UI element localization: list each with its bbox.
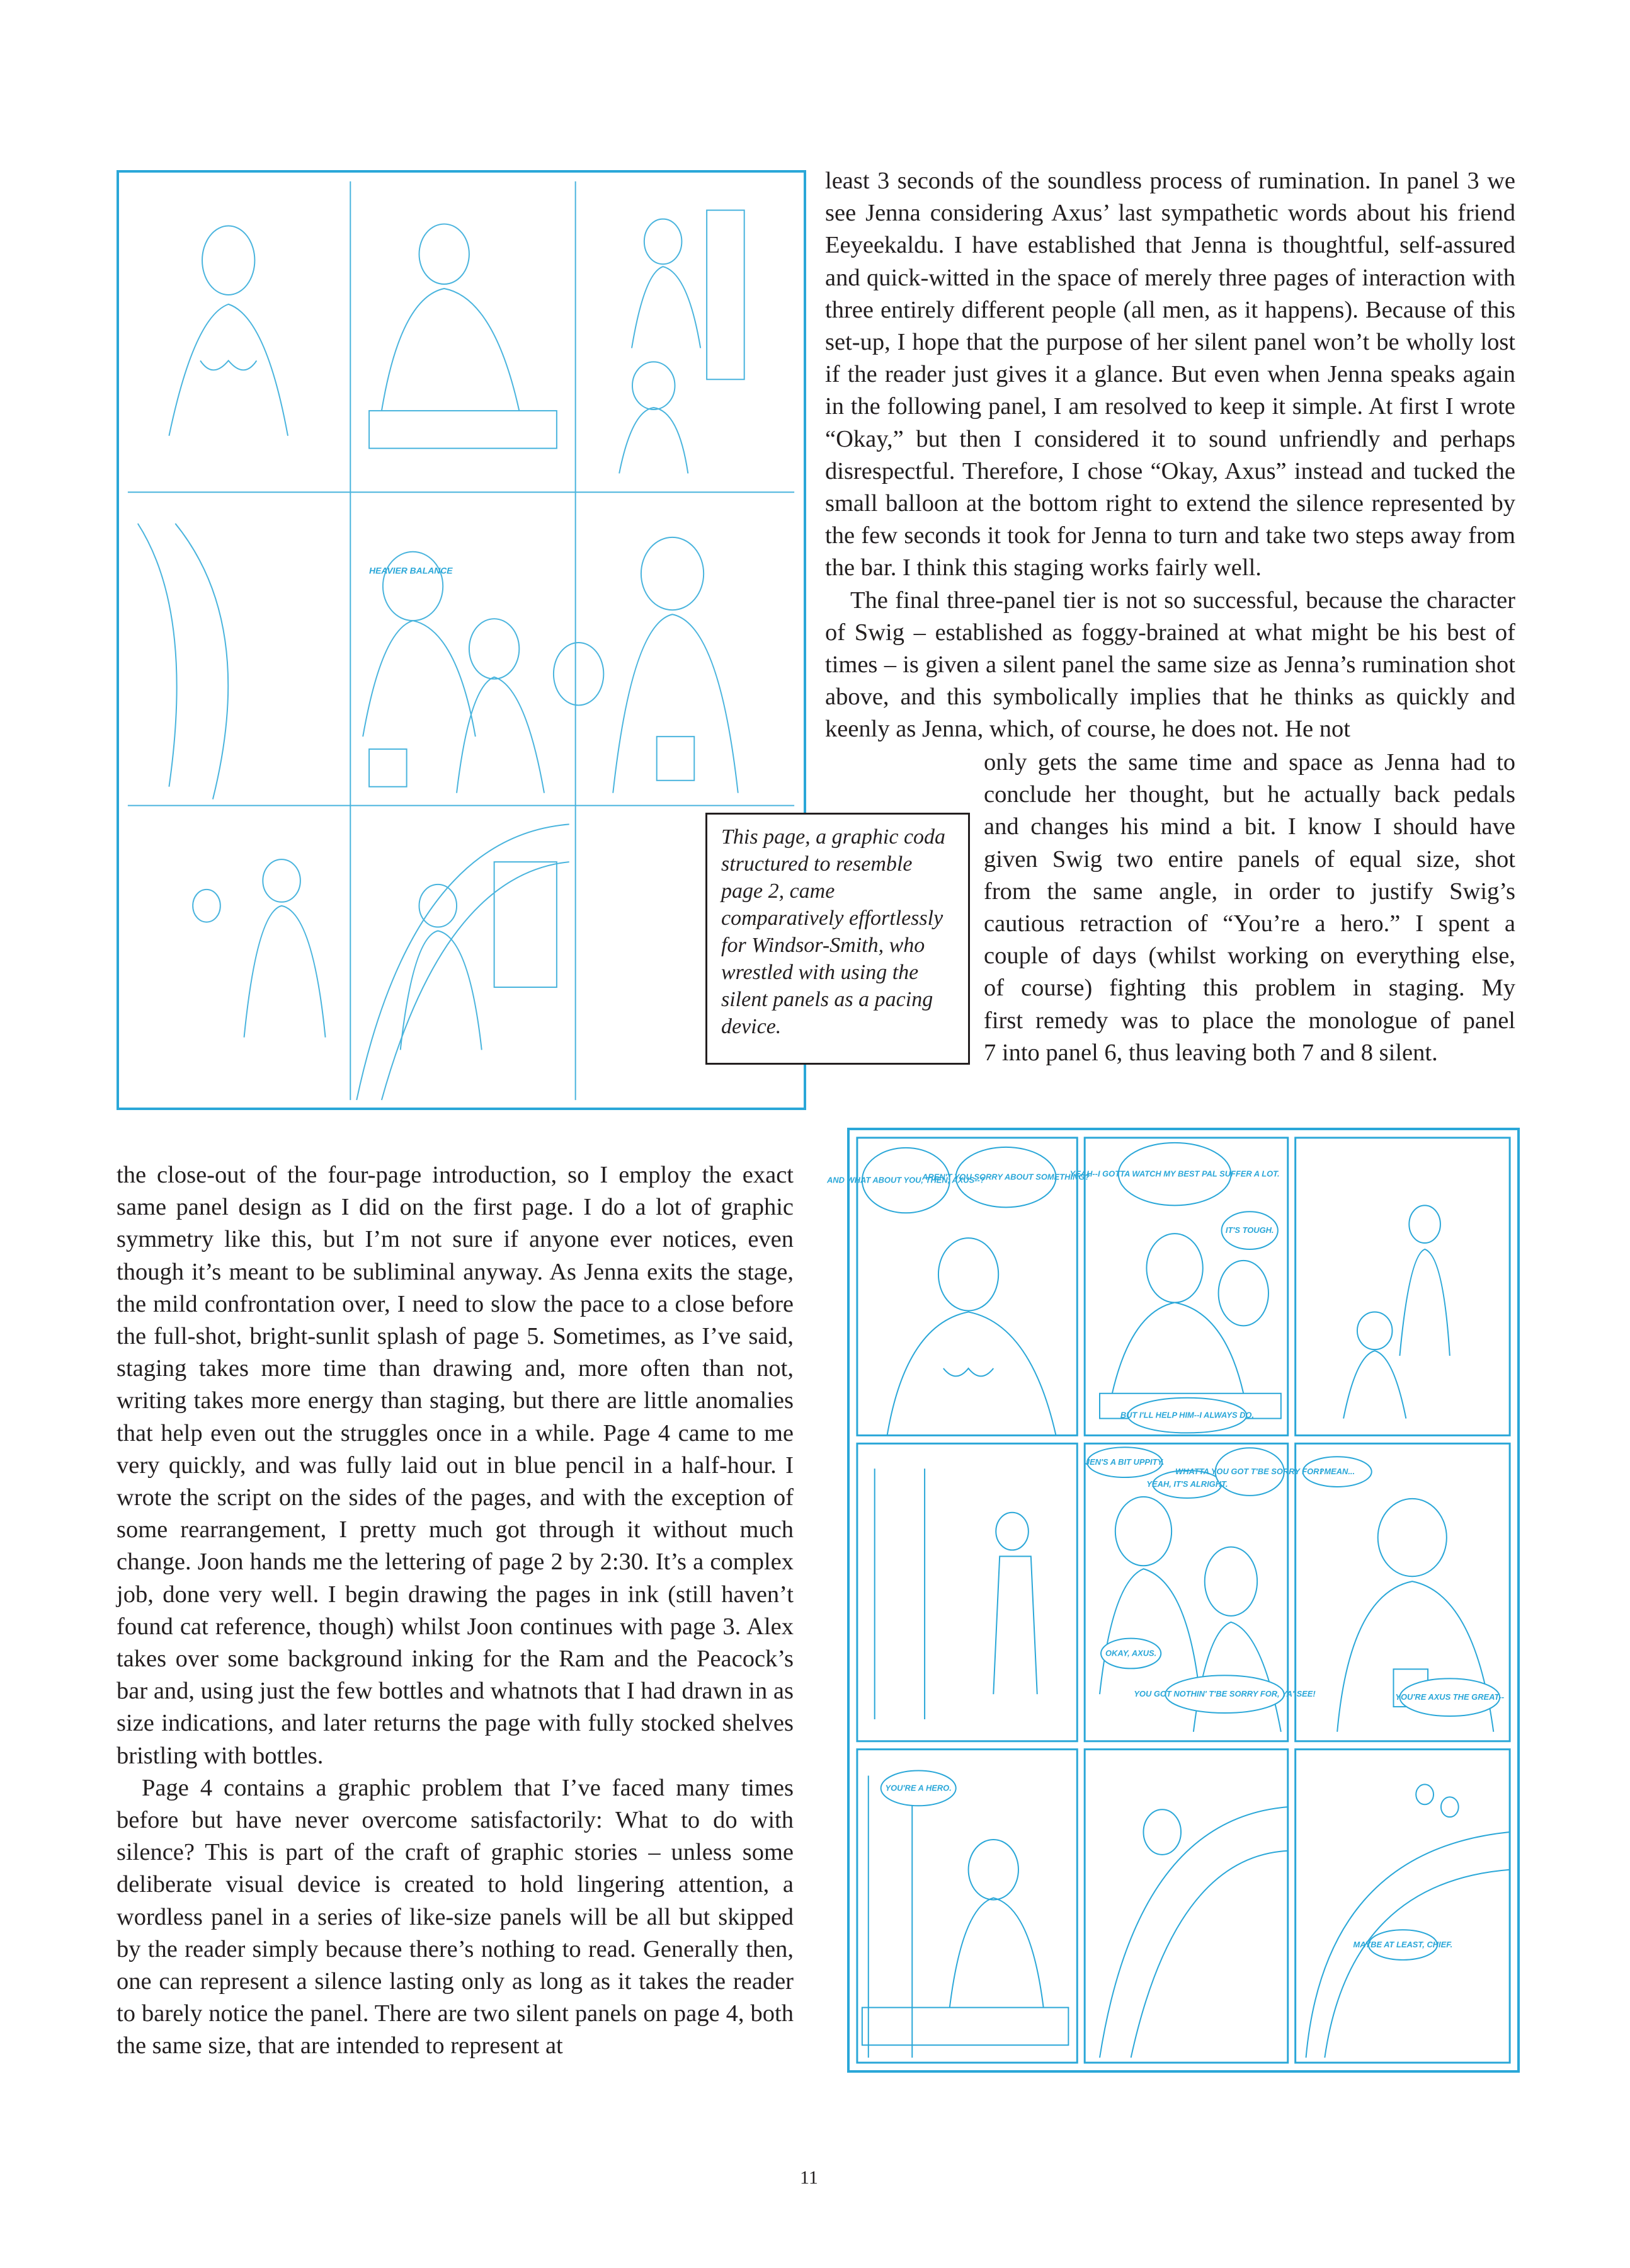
balloon-text: YOU'RE A HERO. [885,1783,952,1793]
indented-line: from the same angle, in order to justify Swig’s [984,878,1515,905]
right-column-text [825,165,1515,746]
balloon-text: YOU GOT NOTHIN' T'BE SORRY FOR, YA' SEE! [1134,1689,1316,1699]
balloon-text: BUT I'LL HELP HIM--I ALWAYS DO. [1120,1410,1255,1420]
indented-line: couple of days (whilst working on everything else, [984,942,1515,970]
right-paragraph-2: The final three-panel tier is not so successful, because the character of Swig – established as foggy-brained at what might be his best of times – is given a silent panel the same size as Jenna’s rumination shot above, and this symbolically implies that he thinks as quickly and keenly as Jenna, which, of course, he does not. He not [825,587,1515,743]
balloon-text: YEAH, IT'S ALRIGHT. [1146,1479,1228,1489]
left-column-text [117,1159,794,2063]
balloon-text: YEAH--I GOTTA WATCH MY BEST PAL SUFFER A LOT. [1069,1169,1280,1179]
page-number: 11 [800,2167,818,2188]
balloon-text: MAYBE AT LEAST, CHIEF. [1353,1940,1453,1950]
balloon-text: JEN'S A BIT UPPITY. [1085,1457,1165,1467]
balloon-text: WHATTA YOU GOT T'BE SORRY FOR? [1175,1467,1325,1477]
pencil-sketch-drawing [119,173,804,1108]
indented-line: first remedy was to place the monologue of panel [984,1007,1515,1034]
indented-text-block [984,747,1515,1069]
inked-comic-drawing [826,1130,1517,2070]
pencil-page-art [117,170,806,1110]
art-caption-callout [705,813,970,1065]
left-paragraph-1: the close-out of the four-page introduction, so I employ the exact same panel design as I did on the first page. I do a lot of graphic symmetry like this, but I’m not sure if anyone ever notices, even though it’s meant to be subliminal anyway. As Jenna exits the stage, the mild confrontation over, I need to slow the pace to a close before the full-shot, bright-sunlit splash of page 5. Sometimes, as I’ve said, staging takes more time than drawing and, more often than not, writing takes more energy than staging, but there are little anomalies that help even out the struggles once in a while. Page 4 came to me very quickly, and was fully laid out in blue pencil in a half-hour. I wrote the script on the sides of the pages, and with the exception of some rearrangement, I pretty much got through it without much change. Joon hands me the lettering of page 2 by 2:30. It’s a complex job, done very well. I begin drawing the pages in ink (still haven’t found cat reference, though) whilst Joon continues with page 3. Alex takes over some background inking for the Ram and the Peacock’s bar and, using just the few bottles and whatnots that I had drawn in as size indications, and later returns the page with fully stocked shelves bristling with bottles. [117,1162,794,1769]
sketch-note: HEAVIER BALANCE [369,565,453,576]
left-paragraph-2: Page 4 contains a graphic problem that I’ve faced many times before but have never overcome satisfactorily: What to do with silence? This is part of the craft of graphic stories – unless some deliberate visual device is created to hold lingering attention, a wordless panel in a series of like-size panels will be all but skipped by the reader simply because there’s nothing to read. Generally then, one can represent a silence lasting only as long as it takes the reader to barely notice the panel. There are two silent panels on page 4, both the same size, that are intended to represent at [117,1774,794,2059]
indented-line: only gets the same time and space as Jenna had to [984,749,1515,776]
indented-line: cautious retraction of “You’re a hero.” I spent a [984,910,1515,937]
inked-comic-page [826,1128,1520,2073]
balloon-text: YOU'RE AXUS THE GREAT-- [1395,1692,1505,1702]
indented-line: conclude her thought, but he actually back pedals [984,781,1515,808]
indented-line: of course) fighting this problem in staging. My [984,975,1515,1002]
balloon-text: AREN'T YOU SORRY ABOUT SOMETHING? [922,1172,1090,1182]
indented-line: and changes his mind a bit. I know I should have [984,813,1515,840]
indented-line: 7 into panel 6, thus leaving both 7 and 8 silent. [984,1039,1438,1066]
balloon-text: IT'S TOUGH. [1225,1225,1274,1235]
balloon-text: OKAY, AXUS. [1105,1648,1157,1658]
callout-text: This page, a graphic coda structured to resemble page 2, came comparatively effortlessly for Windsor-Smith, who wrestled with using the silent panels as a pacing device. [721,825,946,1038]
right-paragraph-1: least 3 seconds of the soundless process of rumination. In panel 3 we see Jenna considering Axus’ last sympathetic words about his friend Eeyeekaldu. I have established that Jenna is thoughtful, self-assured and quick-witted in the space of merely three pages of interaction with three entirely different people (all men, as it happens). Because of this set-up, I hope that the purpose of her silent panel won’t be wholly lost if the reader just gives it a glance. But even when Jenna speaks again in the following panel, I am resolved to keep it simple. At first I wrote “Okay,” but then I considered it to sound unfriendly and perhaps disrespectful. Therefore, I chose “Okay, Axus” instead and tucked the small balloon at the bottom right to extend the silence represented by the few seconds it took for Jenna to turn and take two steps away from the bar. I think this staging works fairly well. [825,168,1515,581]
balloon-text: AND WHAT ABOUT YOU, THEN, AXUS--? [826,1175,985,1185]
balloon-text: I MEAN... [1319,1467,1355,1477]
indented-line: given Swig two entire panels of equal size, shot [984,845,1515,873]
